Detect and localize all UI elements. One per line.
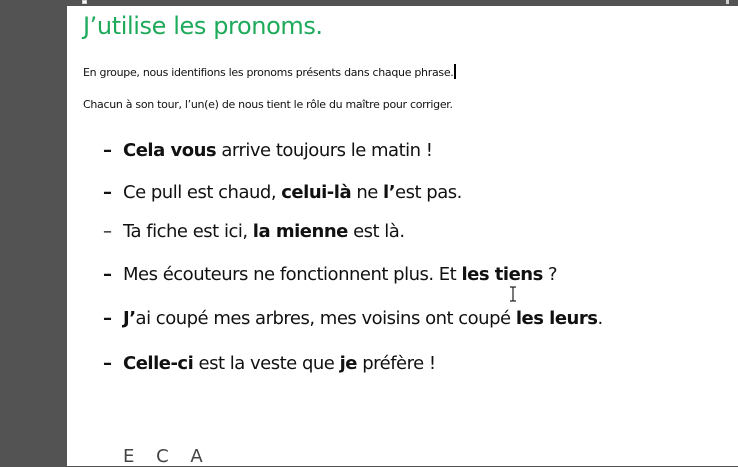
sentence-text: . [597,308,603,329]
bullet-dash: – [103,182,112,203]
bullet-dash: – [103,264,112,285]
pronoun-bold: la mienne [252,221,348,242]
ibeam-cursor-icon [508,286,518,302]
pronoun-bold: J’ [123,308,136,329]
sentence-text: Mes écouteurs ne fonctionnent plus. Et [123,264,462,285]
sentence-item [103,308,603,329]
sentence-text: ? [542,264,558,285]
pronoun-bold: les leurs [515,308,598,329]
sentence-item [103,221,405,242]
pronoun-bold: l’ [383,182,396,203]
cutoff-next-line: E C A [123,446,211,467]
sentence-item [103,264,557,285]
sentence-text: est la veste que [193,353,340,374]
bullet-dash: – [103,308,112,329]
sentence-text: Ce pull est chaud, [123,182,282,203]
sentence-item [103,140,433,161]
right-margin-marker[interactable] [726,0,729,4]
sentence-text: ai coupé mes arbres, mes voisins ont coupé [135,308,516,329]
sentence-text: préfère ! [356,353,436,374]
sentence-text: ne [351,182,384,203]
sentence-item [103,182,462,203]
pronoun-bold: les tiens [461,264,543,285]
text-cursor [454,64,456,79]
pronoun-bold: je [339,353,357,374]
sentence-text: est là. [347,221,405,242]
sentence-text: est pas. [395,182,462,203]
bullet-dash: – [103,353,112,374]
pronoun-bold: celui-là [281,182,352,203]
sentence-text: arrive toujours le matin ! [216,140,433,161]
intro-line-2: Chacun à son tour, l’un(e) de nous tient le rôle du maître pour corriger. [83,98,453,111]
pronoun-bold: Cela vous [123,140,217,161]
pronoun-bold: Celle-ci [123,353,194,374]
page-title: J’utilise les pronoms. [83,12,323,40]
bullet-dash: – [103,140,112,161]
sentence-text: Ta fiche est ici, [123,221,253,242]
intro-line-1-text: En groupe, nous identifions les pronoms présents dans chaque phrase. [83,66,454,79]
margin-marker[interactable] [82,0,87,4]
sentence-item [103,353,436,374]
intro-line-1 [83,64,456,79]
bullet-dash: – [103,221,112,242]
document-page[interactable] [67,6,738,466]
